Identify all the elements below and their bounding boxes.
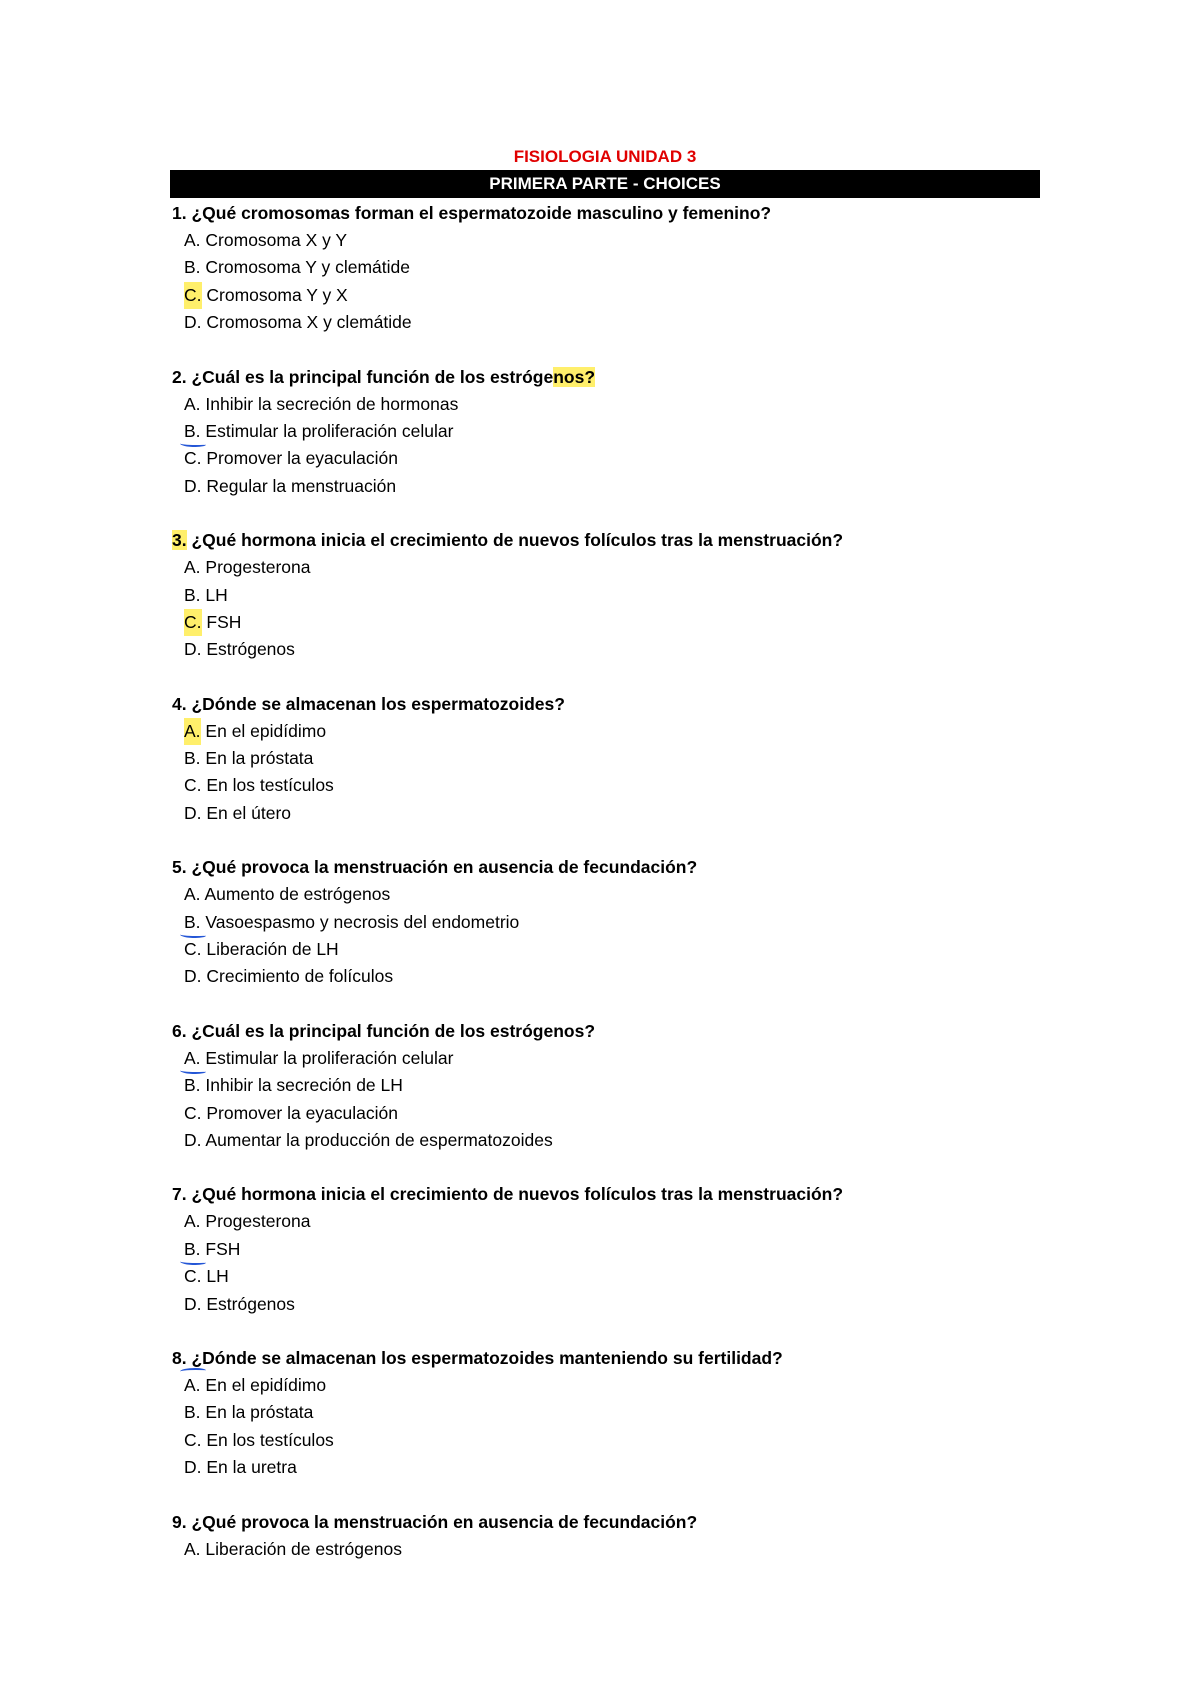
option-letter <box>184 881 201 908</box>
answer-option <box>172 445 1052 472</box>
option-letter <box>184 1536 201 1563</box>
option-letter <box>184 800 202 827</box>
option-letter <box>184 936 202 963</box>
option-letter-text: C. <box>184 448 202 469</box>
option-letter <box>184 1045 201 1072</box>
option-letter <box>184 227 201 254</box>
question-text: ¿Qué hormona inicia el crecimiento de nuevos folículos tras la menstruación? <box>191 530 844 551</box>
question-item <box>172 1181 1052 1318</box>
option-text: Promover la eyaculación <box>206 1102 398 1123</box>
option-text: LH <box>206 1266 229 1287</box>
option-letter <box>184 1127 202 1154</box>
option-text: Inhibir la secreción de hormonas <box>205 393 459 414</box>
option-letter <box>184 718 201 745</box>
answer-option <box>172 936 1052 963</box>
question-number: 2. <box>172 366 187 387</box>
option-text: Crecimiento de folículos <box>206 966 394 987</box>
option-letter-text: B. <box>184 1238 201 1259</box>
option-text: En la uretra <box>206 1457 297 1478</box>
option-text: En la próstata <box>205 748 314 769</box>
option-letter <box>184 636 202 663</box>
highlighted-text: nos? <box>553 366 596 387</box>
option-letter-text: D. <box>184 1293 202 1314</box>
option-letter-text: B. <box>184 1075 201 1096</box>
question-item <box>172 200 1052 337</box>
option-letter-text: C. <box>184 775 202 796</box>
option-letter <box>184 1454 202 1481</box>
option-letter-text: B. <box>184 748 201 769</box>
option-letter-text: C. <box>184 611 202 632</box>
option-text: Estrógenos <box>206 639 295 660</box>
option-text: Promover la eyaculación <box>206 448 398 469</box>
option-letter-text: A. <box>184 557 201 578</box>
option-letter-text: D. <box>184 802 202 823</box>
option-text: En el epidídimo <box>205 1374 327 1395</box>
option-text: Progesterona <box>205 1211 311 1232</box>
question-number: 9. <box>172 1511 187 1532</box>
option-letter-text: C. <box>184 1429 202 1450</box>
option-text: Vasoespasmo y necrosis del endometrio <box>205 911 520 932</box>
question-text <box>172 1181 1052 1208</box>
option-letter <box>184 473 202 500</box>
question-text <box>172 691 1052 718</box>
question-text: ¿Qué provoca la menstruación en ausencia de fecundación? <box>191 1511 698 1532</box>
question-item <box>172 854 1052 991</box>
question-text <box>172 1018 1052 1045</box>
question-number: 8. <box>172 1347 187 1368</box>
option-letter-text: B. <box>184 911 201 932</box>
answer-option <box>172 963 1052 990</box>
option-letter <box>184 418 201 445</box>
option-text: Inhibir la secreción de LH <box>205 1075 403 1096</box>
option-letter <box>184 1236 201 1263</box>
option-letter <box>184 745 201 772</box>
question-text: ¿Dónde se almacenan los espermatozoides? <box>191 693 565 714</box>
option-text: En el útero <box>206 802 292 823</box>
option-letter <box>184 1072 201 1099</box>
option-text: Cromosoma Y y X <box>206 284 348 305</box>
option-text: Estimular la proliferación celular <box>205 420 454 441</box>
answer-option <box>172 582 1052 609</box>
question-item <box>172 691 1052 828</box>
question-number: 3. <box>172 530 187 551</box>
option-letter <box>184 1208 201 1235</box>
question-item <box>172 1018 1052 1155</box>
option-text: Aumentar la producción de espermatozoides <box>205 1129 553 1150</box>
option-text: FSH <box>205 1238 241 1259</box>
option-letter <box>184 554 201 581</box>
question-item <box>172 1509 1052 1563</box>
option-text: Cromosoma X y clemátide <box>206 312 412 333</box>
answer-option <box>172 1291 1052 1318</box>
option-letter-text: C. <box>184 939 202 960</box>
answer-option <box>172 800 1052 827</box>
question-number: 1. <box>172 203 187 223</box>
answer-option <box>172 227 1052 254</box>
option-text: En el epidídimo <box>205 720 327 741</box>
option-letter-text: B. <box>184 1402 201 1423</box>
answer-option <box>172 609 1052 636</box>
option-letter-text: B. <box>184 584 201 605</box>
option-letter-text: D. <box>184 966 202 987</box>
option-letter <box>184 772 202 799</box>
answer-option <box>172 1072 1052 1099</box>
answer-option <box>172 772 1052 799</box>
option-letter-text: A. <box>184 1047 201 1068</box>
answer-option <box>172 909 1052 936</box>
option-text: LH <box>205 584 228 605</box>
question-number: 4. <box>172 693 187 714</box>
question-text: ¿Dónde se almacenan los espermatozoides manteniendo su fertilidad? <box>191 1347 783 1368</box>
question-text <box>172 527 1052 554</box>
option-letter-text: B. <box>184 257 201 278</box>
answer-option <box>172 473 1052 500</box>
option-text: Cromosoma X y Y <box>205 230 348 250</box>
question-text: ¿Qué hormona inicia el crecimiento de nuevos folículos tras la menstruación? <box>191 1184 844 1205</box>
option-letter-text: C. <box>184 284 202 305</box>
answer-option <box>172 1536 1052 1563</box>
question-item <box>172 1345 1052 1482</box>
option-text: Cromosoma Y y clemátide <box>205 257 410 278</box>
option-text: Liberación de LH <box>206 939 339 960</box>
option-letter <box>184 1372 201 1399</box>
option-letter-text: A. <box>184 1211 201 1232</box>
answer-option <box>172 1399 1052 1426</box>
answer-option <box>172 1454 1052 1481</box>
option-text: En los testículos <box>206 775 334 796</box>
option-letter <box>184 1427 202 1454</box>
answer-option <box>172 309 1052 336</box>
option-letter-text: A. <box>184 1374 201 1395</box>
option-text: Aumento de estrógenos <box>204 884 391 905</box>
option-letter <box>184 391 201 418</box>
question-number: 5. <box>172 857 187 878</box>
question-text: ¿Qué provoca la menstruación en ausencia de fecundación? <box>191 857 698 878</box>
question-text <box>172 200 1052 227</box>
option-letter-text: C. <box>184 1266 202 1287</box>
pen-mark <box>180 1368 206 1374</box>
option-text: Regular la menstruación <box>206 475 397 496</box>
option-letter-text: D. <box>184 312 202 333</box>
question-item <box>172 364 1052 501</box>
option-letter <box>184 909 201 936</box>
option-letter <box>184 609 202 636</box>
answer-option <box>172 1263 1052 1290</box>
option-text: Estrógenos <box>206 1293 295 1314</box>
answer-option <box>172 254 1052 281</box>
answer-option <box>172 554 1052 581</box>
question-number: 7. <box>172 1184 187 1205</box>
answer-option <box>172 1127 1052 1154</box>
option-letter-text: B. <box>184 420 201 441</box>
option-text: En los testículos <box>206 1429 334 1450</box>
option-letter <box>184 1263 202 1290</box>
option-text: Estimular la proliferación celular <box>205 1047 454 1068</box>
answer-option <box>172 745 1052 772</box>
answer-option <box>172 282 1052 309</box>
answer-option <box>172 1372 1052 1399</box>
option-text: En la próstata <box>205 1402 314 1423</box>
option-letter <box>184 254 201 281</box>
option-letter <box>184 1100 202 1127</box>
answer-option <box>172 1100 1052 1127</box>
option-letter-text: A. <box>184 393 201 414</box>
option-text: Progesterona <box>205 557 311 578</box>
document-title: FISIOLOGIA UNIDAD 3 <box>513 147 697 166</box>
question-text <box>172 854 1052 881</box>
answer-option <box>172 881 1052 908</box>
answer-option <box>172 1236 1052 1263</box>
option-letter <box>184 309 202 336</box>
answer-option <box>172 391 1052 418</box>
option-letter-text: D. <box>184 1129 202 1150</box>
option-text: FSH <box>206 611 242 632</box>
option-letter-text: A. <box>184 884 201 905</box>
question-text <box>172 1509 1052 1536</box>
question-item <box>172 527 1052 664</box>
question-list <box>172 200 1052 1590</box>
answer-option <box>172 1427 1052 1454</box>
option-letter-text: D. <box>184 1457 202 1478</box>
question-text <box>172 364 1052 391</box>
option-letter <box>184 582 201 609</box>
answer-option <box>172 1208 1052 1235</box>
option-letter <box>184 445 202 472</box>
option-letter-text: D. <box>184 475 202 496</box>
question-text: ¿Cuál es la principal función de los estrógenos? <box>191 1020 596 1041</box>
option-text: Liberación de estrógenos <box>205 1538 402 1559</box>
option-letter-text: A. <box>184 1538 201 1559</box>
question-number: 6. <box>172 1020 187 1041</box>
option-letter <box>184 1291 202 1318</box>
section-header: PRIMERA PARTE - CHOICES <box>170 170 1040 198</box>
question-text <box>172 1345 1052 1372</box>
question-text: ¿Qué cromosomas forman el espermatozoide masculino y femenino? <box>191 203 772 223</box>
answer-option <box>172 718 1052 745</box>
option-letter <box>184 282 202 309</box>
option-letter-text: A. <box>184 720 201 741</box>
option-letter-text: C. <box>184 1102 202 1123</box>
question-prefix: ¿Cuál es la principal función de los estróge <box>191 366 554 387</box>
answer-option <box>172 1045 1052 1072</box>
option-letter-text: D. <box>184 639 202 660</box>
option-letter-text: A. <box>184 230 201 250</box>
option-letter <box>184 1399 201 1426</box>
answer-option <box>172 636 1052 663</box>
answer-option <box>172 418 1052 445</box>
option-letter <box>184 963 202 990</box>
